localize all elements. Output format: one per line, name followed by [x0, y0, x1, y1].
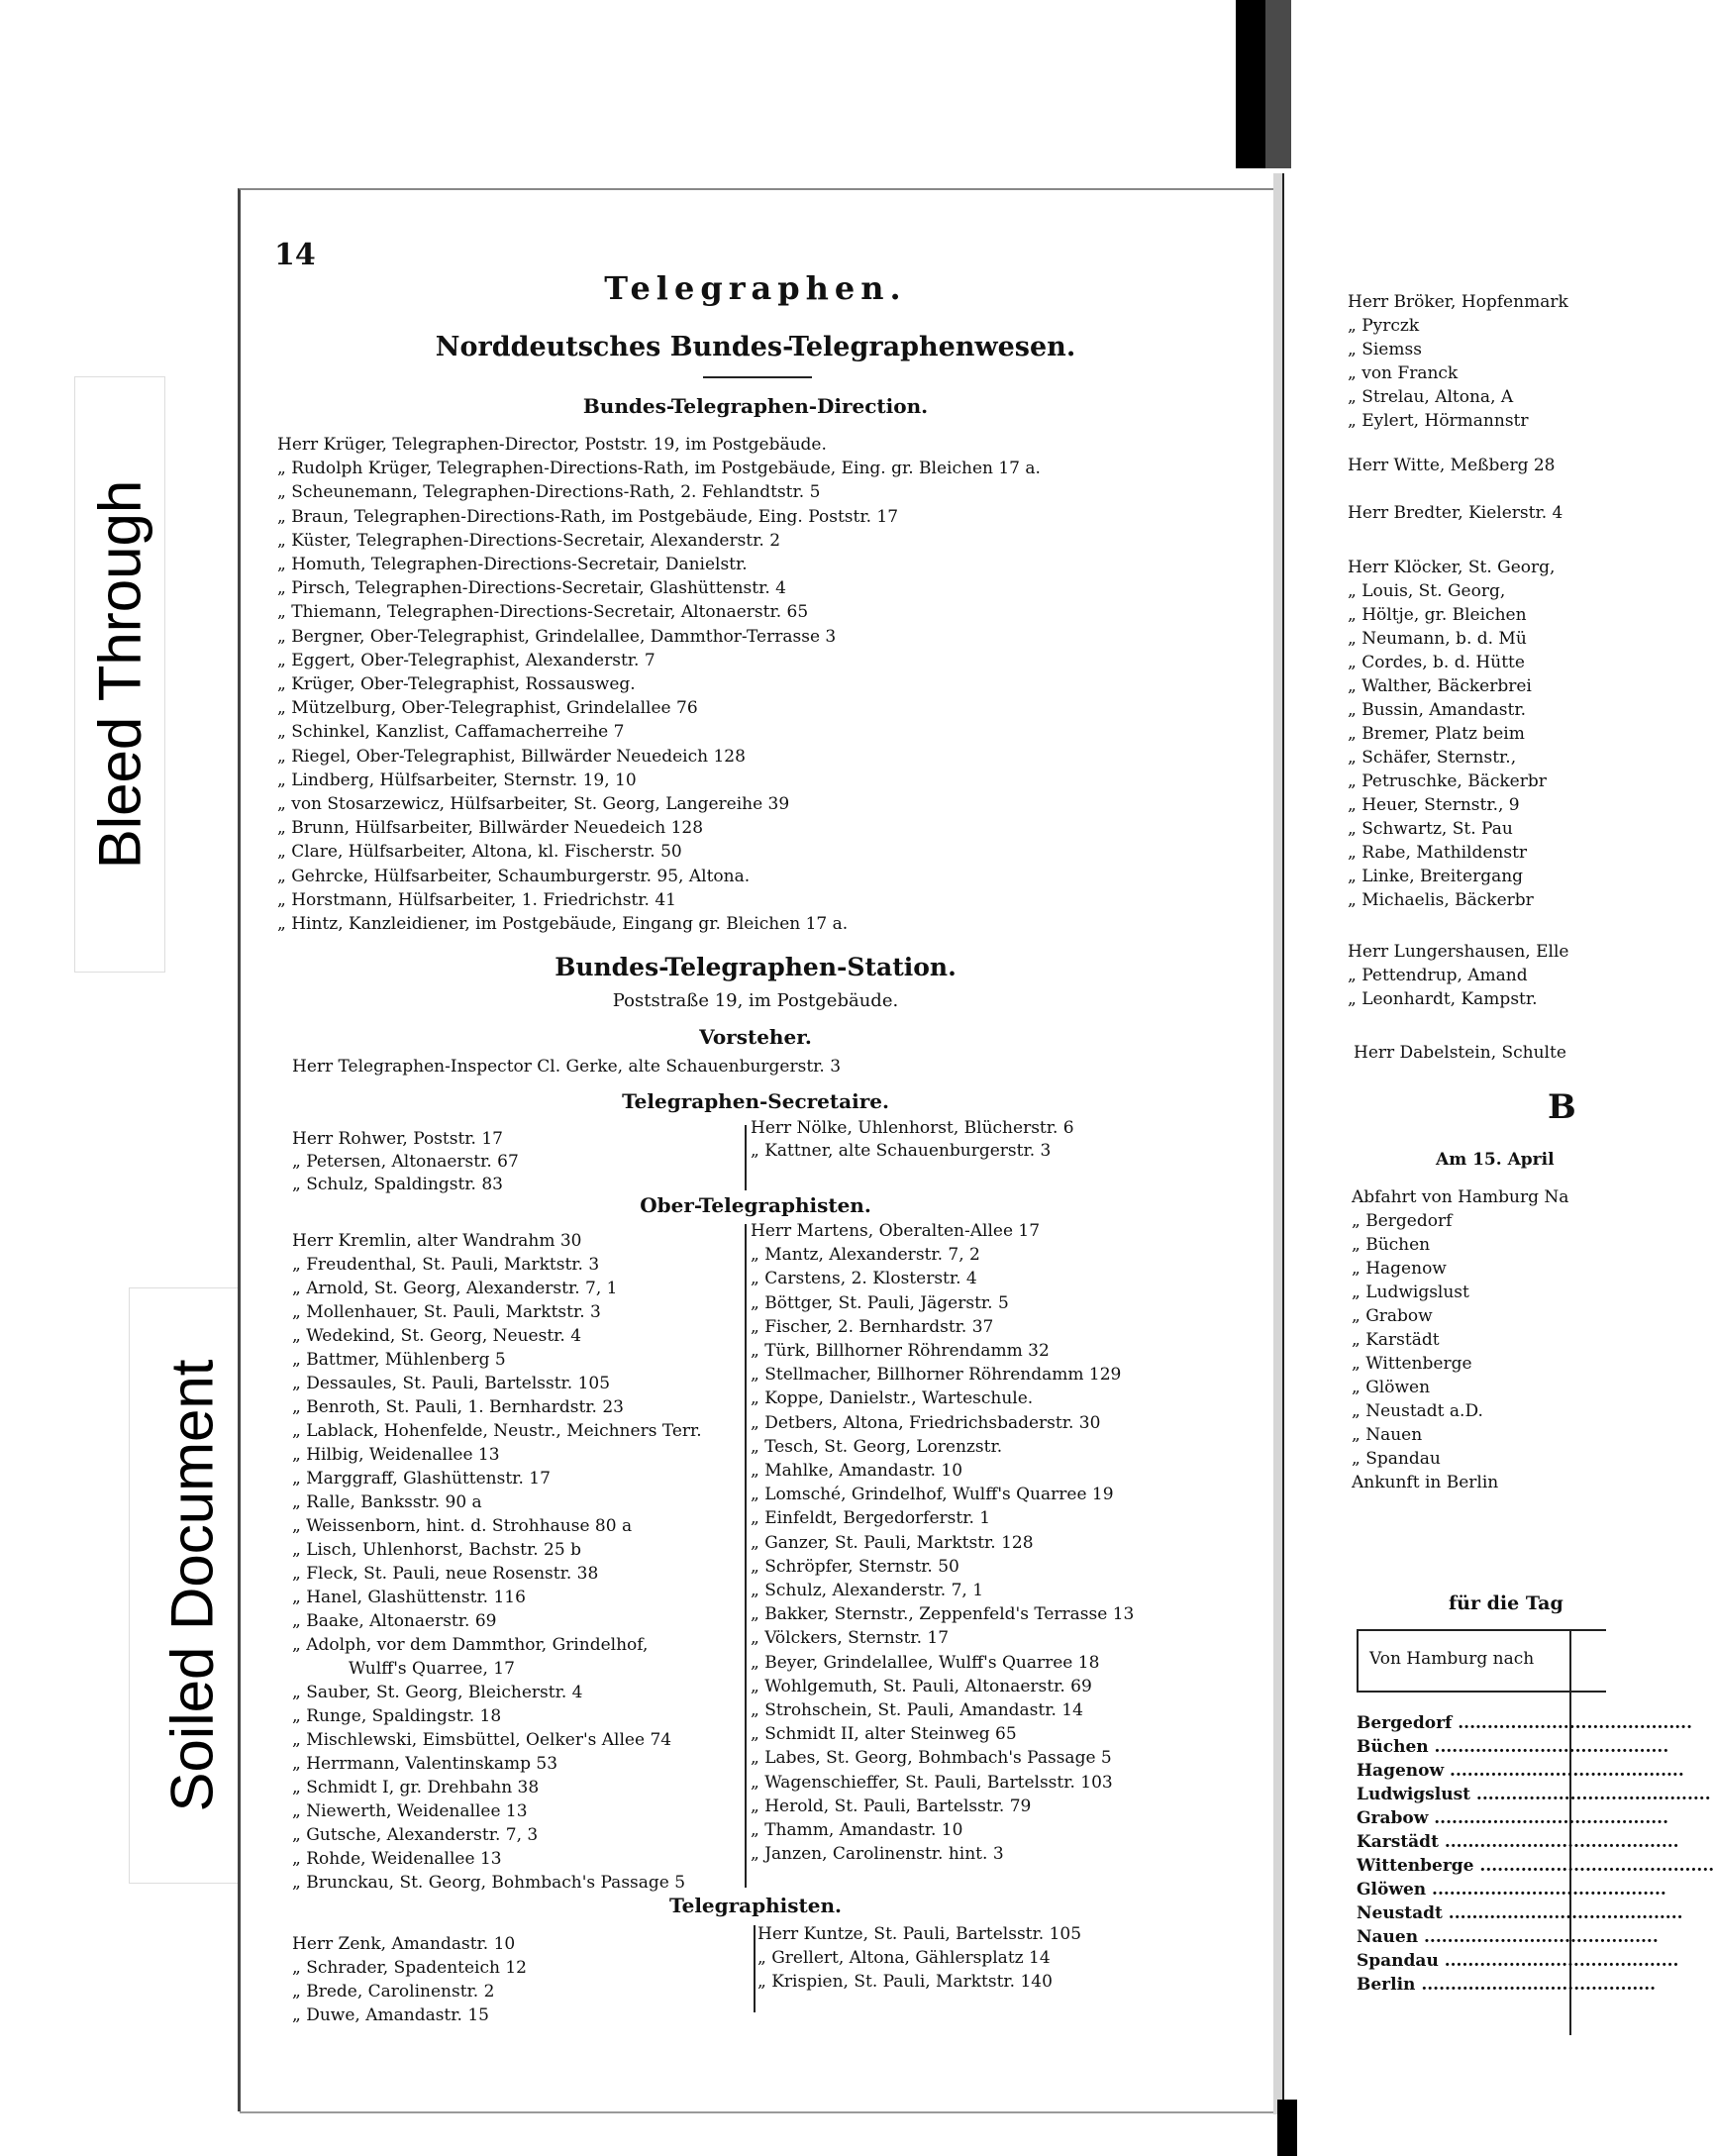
ober-telegraphist-entry: „ Weissenborn, hint. d. Strohhause 80 a — [292, 1516, 633, 1536]
right-entry: „ Pyrczk — [1348, 316, 1420, 336]
ober-telegraphist-entry: „ Mahlke, Amandastr. 10 — [751, 1461, 963, 1481]
telegraphist-entry: „ Duwe, Amandastr. 15 — [292, 2005, 489, 2025]
ober-telegraphist-entry: „ Koppe, Danielstr., Warteschule. — [751, 1388, 1034, 1409]
station-address: Poststraße 19, im Postgebäude. — [612, 990, 899, 1011]
secretaire-entry: „ Kattner, alte Schauenburgerstr. 3 — [751, 1141, 1052, 1161]
ober-telegraphist-entry: „ Wohlgemuth, St. Pauli, Altonaerstr. 69 — [751, 1676, 1092, 1696]
direction-entry: „ Küster, Telegraphen-Directions-Secretair, Alexanderstr. 2 — [277, 530, 781, 551]
direction-entry: „ Clare, Hülfsarbeiter, Altona, kl. Fischerstr. 50 — [277, 842, 682, 863]
ober-telegraphist-entry: Herr Kremlin, alter Wandrahm 30 — [292, 1231, 582, 1251]
direction-entry: „ Thiemann, Telegraphen-Directions-Secretair, Altonaerstr. 65 — [277, 602, 809, 623]
direction-entry: „ Krüger, Ober-Telegraphist, Rossausweg. — [277, 674, 636, 694]
ober-telegraphist-entry: „ Schröpfer, Sternstr. 50 — [751, 1556, 959, 1577]
timetable-row: Karstädt ........................................ — [1357, 1832, 1679, 1852]
direction-entry: „ Hintz, Kanzleidiener, im Postgebäude, Eingang gr. Bleichen 17 a. — [277, 914, 849, 934]
timetable-row: Glöwen ........................................ — [1357, 1880, 1666, 1899]
telegraphist-entry: „ Grellert, Altona, Gählersplatz 14 — [757, 1948, 1051, 1968]
schedule-entry: „ Glöwen — [1352, 1378, 1431, 1397]
ober-telegraphist-entry: „ Mollenhauer, St. Pauli, Marktstr. 3 — [292, 1302, 601, 1322]
right-entry: „ Rabe, Mathildenstr — [1348, 843, 1528, 863]
ober-telegraphist-entry: „ Schmidt II, alter Steinweg 65 — [751, 1724, 1017, 1745]
direction-entry: „ Gehrcke, Hülfsarbeiter, Schaumburgerstr. 95, Altona. — [277, 866, 751, 886]
ober-telegraphist-entry: „ Gutsche, Alexanderstr. 7, 3 — [292, 1825, 539, 1845]
ober-telegraphist-entry: „ Völckers, Sternstr. 17 — [751, 1628, 950, 1649]
telegraphist-entry: „ Krispien, St. Pauli, Marktstr. 140 — [757, 1972, 1053, 1992]
ober-telegraphist-entry: „ Runge, Spaldingstr. 18 — [292, 1706, 502, 1726]
direction-entry: „ Riegel, Ober-Telegraphist, Billwärder Neuedeich 128 — [277, 746, 746, 767]
right-entry: Herr Bröker, Hopfenmark — [1348, 292, 1568, 312]
ober-telegraphist-entry: Wulff's Quarree, 17 — [349, 1659, 515, 1679]
direction-entry: „ Eggert, Ober-Telegraphist, Alexanderstr. 7 — [277, 650, 655, 670]
right-entry: „ Cordes, b. d. Hütte — [1348, 653, 1525, 672]
ober-telegraphist-entry: „ Schulz, Alexanderstr. 7, 1 — [751, 1581, 984, 1600]
direction-entry: „ Homuth, Telegraphen-Directions-Secretair, Danielstr. — [277, 555, 748, 574]
page-number: 14 — [274, 238, 316, 272]
schedule-entry: „ Grabow — [1352, 1306, 1433, 1326]
timetable-row: Büchen ........................................ — [1357, 1737, 1669, 1757]
ober-heading: Ober-Telegraphisten. — [640, 1193, 871, 1217]
ober-telegraphist-entry: „ Sauber, St. Georg, Bleicherstr. 4 — [292, 1683, 583, 1702]
ober-telegraphist-entry: „ Labes, St. Georg, Bohmbach's Passage 5 — [751, 1748, 1112, 1769]
secretaire-entry: „ Schulz, Spaldingstr. 83 — [292, 1175, 503, 1194]
ober-telegraphist-entry: „ Thamm, Amandastr. 10 — [751, 1820, 963, 1840]
ober-telegraphist-entry: „ Janzen, Carolinenstr. hint. 3 — [751, 1844, 1004, 1865]
ober-telegraphist-entry: „ Marggraff, Glashüttenstr. 17 — [292, 1469, 551, 1489]
right-dabelstein: Herr Dabelstein, Schulte — [1354, 1043, 1566, 1063]
schedule-entry: Abfahrt von Hamburg Na — [1352, 1187, 1569, 1207]
ober-telegraphist-entry: „ Herold, St. Pauli, Bartelsstr. 79 — [751, 1796, 1032, 1816]
telegraphist-entry: Herr Kuntze, St. Pauli, Bartelsstr. 105 — [757, 1924, 1082, 1944]
telegraphist-entry: „ Schrader, Spadenteich 12 — [292, 1958, 527, 1978]
telegraphisten-divider — [754, 1925, 756, 2012]
ober-telegraphist-entry: „ Fischer, 2. Bernhardstr. 37 — [751, 1316, 994, 1337]
ober-telegraphist-entry: „ Carstens, 2. Klosterstr. 4 — [751, 1269, 977, 1289]
vorsteher-entry: Herr Telegraphen-Inspector Cl. Gerke, alte Schauenburgerstr. 3 — [292, 1057, 842, 1077]
telegraphisten-heading: Telegraphisten. — [669, 1894, 842, 1917]
ober-telegraphist-entry: „ Fleck, St. Pauli, neue Rosenstr. 38 — [292, 1564, 599, 1584]
schedule-entry: „ Ludwigslust — [1352, 1283, 1469, 1302]
timetable-row: Wittenberge ........................................ — [1357, 1856, 1714, 1876]
right-entry: „ Neumann, b. d. Mü — [1348, 629, 1527, 649]
ober-telegraphist-entry: „ Baake, Altonaerstr. 69 — [292, 1611, 497, 1631]
schedule-entry: „ Nauen — [1352, 1425, 1423, 1445]
page-subtitle: Norddeutsches Bundes-Telegraphenwesen. — [435, 332, 1076, 362]
direction-entry: „ Braun, Telegraphen-Directions-Rath, im Postgebäude, Eing. Poststr. 17 — [277, 506, 899, 527]
ober-telegraphist-entry: „ Beyer, Grindelallee, Wulff's Quarree 18 — [751, 1652, 1100, 1673]
right-entry: „ Bussin, Amandastr. — [1348, 700, 1527, 720]
right-entry: „ Leonhardt, Kampstr. — [1348, 989, 1538, 1009]
ober-telegraphist-entry: „ Hilbig, Weidenallee 13 — [292, 1445, 500, 1465]
timetable-row: Ludwigslust ........................................ — [1357, 1785, 1711, 1804]
schedule-entry: „ Bergedorf — [1352, 1211, 1453, 1231]
direction-entry: Herr Krüger, Telegraphen-Director, Poststr. 19, im Postgebäude. — [277, 435, 827, 455]
direction-entry: „ Schinkel, Kanzlist, Caffamacherreihe 7 — [277, 722, 625, 743]
right-entry: „ Strelau, Altona, A — [1348, 387, 1514, 407]
right-entry: „ Michaelis, Bäckerbr — [1348, 890, 1534, 910]
soiled-document-label — [129, 1287, 254, 1884]
ober-telegraphist-entry: „ Battmer, Mühlenberg 5 — [292, 1350, 506, 1370]
ober-telegraphist-entry: „ Ralle, Banksstr. 90 a — [292, 1492, 482, 1512]
schedule-entry: „ Büchen — [1352, 1235, 1431, 1255]
timetable-row: Hagenow ........................................ — [1357, 1761, 1684, 1781]
right-witte: Herr Witte, Meßberg 28 — [1348, 456, 1556, 475]
telegraphist-entry: „ Brede, Carolinenstr. 2 — [292, 1982, 495, 2002]
ober-telegraphist-entry: „ Adolph, vor dem Dammthor, Grindelhof, — [292, 1635, 649, 1655]
ober-telegraphist-entry: „ Lisch, Uhlenhorst, Bachstr. 25 b — [292, 1540, 581, 1560]
ober-telegraphist-entry: „ Mantz, Alexanderstr. 7, 2 — [751, 1245, 980, 1266]
direction-entry: „ Pirsch, Telegraphen-Directions-Secretair, Glashüttenstr. 4 — [277, 578, 786, 599]
direction-entry: „ Rudolph Krüger, Telegraphen-Directions-Rath, im Postgebäude, Eing. gr. Bleichen 17 a. — [277, 459, 1041, 479]
right-entry: „ Petruschke, Bäckerbr — [1348, 771, 1547, 791]
right-entry: „ Schäfer, Sternstr., — [1348, 748, 1517, 768]
title-rule — [703, 376, 812, 378]
schedule-entry: „ Spandau — [1352, 1449, 1441, 1469]
right-entry: „ Walther, Bäckerbrei — [1348, 676, 1532, 696]
right-entry: „ Höltje, gr. Bleichen — [1348, 605, 1527, 625]
ober-telegraphist-entry: „ Stellmacher, Billhorner Röhrendamm 129 — [751, 1365, 1122, 1386]
right-entry: „ Louis, St. Georg, — [1348, 581, 1506, 601]
direction-entry: „ Mützelburg, Ober-Telegraphist, Grindelallee 76 — [277, 698, 698, 719]
direction-entry: „ Scheunemann, Telegraphen-Directions-Rath, 2. Fehlandtstr. 5 — [277, 482, 821, 503]
right-entry: „ Schwartz, St. Pau — [1348, 819, 1513, 839]
ober-telegraphist-entry: „ Niewerth, Weidenallee 13 — [292, 1801, 528, 1821]
page-title: Telegraphen. — [604, 269, 907, 307]
schedule-entry: „ Neustadt a.D. — [1352, 1401, 1483, 1421]
right-big-letter: B — [1548, 1087, 1576, 1127]
direction-entry: „ Lindberg, Hülfsarbeiter, Sternstr. 19, 10 — [277, 770, 637, 790]
bleed-through-text: Bleed Through — [86, 479, 153, 870]
ober-telegraphist-entry: „ Dessaules, St. Pauli, Bartelsstr. 105 — [292, 1374, 611, 1393]
station-heading: Bundes-Telegraphen-Station. — [555, 953, 957, 981]
right-entry: „ von Franck — [1348, 363, 1459, 383]
ober-telegraphist-entry: „ Tesch, St. Georg, Lorenzstr. — [751, 1436, 1003, 1457]
ober-telegraphist-entry: „ Benroth, St. Pauli, 1. Bernhardstr. 23 — [292, 1397, 624, 1417]
right-entry: „ Pettendrup, Amand — [1348, 966, 1528, 985]
right-entry: „ Siemss — [1348, 340, 1422, 359]
timetable-row: Bergedorf ........................................ — [1357, 1713, 1692, 1733]
direction-entry: „ Horstmann, Hülfsarbeiter, 1. Friedrichstr. 41 — [277, 889, 676, 910]
right-bredter: Herr Bredter, Kielerstr. 4 — [1348, 503, 1563, 523]
ober-telegraphist-entry: „ Freudenthal, St. Pauli, Marktstr. 3 — [292, 1255, 600, 1275]
ober-telegraphist-entry: „ Detbers, Altona, Friedrichsbaderstr. 30 — [751, 1412, 1101, 1433]
ober-telegraphist-entry: „ Mischlewski, Eimsbüttel, Oelker's Allee 74 — [292, 1730, 672, 1750]
right-entry: „ Heuer, Sternstr., 9 — [1348, 795, 1520, 815]
ober-telegraphist-entry: „ Arnold, St. Georg, Alexanderstr. 7, 1 — [292, 1279, 618, 1298]
ober-telegraphist-entry: „ Einfeldt, Bergedorferstr. 1 — [751, 1508, 991, 1529]
ober-telegraphist-entry: „ Bakker, Sternstr., Zeppenfeld's Terrasse 13 — [751, 1604, 1135, 1625]
right-table-header: Von Hamburg nach — [1369, 1649, 1535, 1669]
secretaire-entry: Herr Nölke, Uhlenhorst, Blücherstr. 6 — [751, 1118, 1074, 1138]
right-entry: „ Bremer, Platz beim — [1348, 724, 1525, 744]
ober-telegraphist-entry: „ Lablack, Hohenfelde, Neustr., Meichners Terr. — [292, 1421, 702, 1441]
ober-divider — [745, 1224, 747, 1888]
timetable-row: Grabow ........................................ — [1357, 1808, 1669, 1828]
secretaire-divider — [745, 1125, 747, 1190]
ober-telegraphist-entry: „ Rohde, Weidenallee 13 — [292, 1849, 502, 1869]
ober-telegraphist-entry: Herr Martens, Oberalten-Allee 17 — [751, 1221, 1041, 1241]
ober-telegraphist-entry: „ Brunckau, St. Georg, Bohmbach's Passage 5 — [292, 1873, 686, 1893]
bleed-through-label — [74, 376, 165, 973]
secretaire-entry: Herr Rohwer, Poststr. 17 — [292, 1129, 503, 1149]
direction-entry: „ Brunn, Hülfsarbeiter, Billwärder Neuedeich 128 — [277, 818, 704, 839]
ober-telegraphist-entry: „ Türk, Billhorner Röhrendamm 32 — [751, 1341, 1050, 1361]
ober-telegraphist-entry: „ Ganzer, St. Pauli, Marktstr. 128 — [751, 1532, 1034, 1553]
right-fuer-die: für die Tag — [1449, 1592, 1563, 1614]
direction-heading: Bundes-Telegraphen-Direction. — [582, 394, 929, 418]
right-date-line: Am 15. April — [1436, 1150, 1555, 1170]
ober-telegraphist-entry: „ Schmidt I, gr. Drehbahn 38 — [292, 1778, 540, 1797]
schedule-entry: „ Karstädt — [1352, 1330, 1440, 1350]
ober-telegraphist-entry: „ Lomsché, Grindelhof, Wulff's Quarree 19 — [751, 1485, 1114, 1505]
ober-telegraphist-entry: „ Hanel, Glashüttenstr. 116 — [292, 1588, 526, 1607]
ober-telegraphist-entry: „ Böttger, St. Pauli, Jägerstr. 5 — [751, 1292, 1009, 1313]
right-entry: Herr Lungershausen, Elle — [1348, 942, 1569, 962]
ober-telegraphist-entry: „ Wedekind, St. Georg, Neuestr. 4 — [292, 1326, 582, 1346]
ober-telegraphist-entry: „ Strohschein, St. Pauli, Amandastr. 14 — [751, 1700, 1083, 1720]
secretaire-heading: Telegraphen-Secretaire. — [622, 1089, 889, 1113]
vorsteher-heading: Vorsteher. — [699, 1025, 812, 1049]
direction-entry: „ Bergner, Ober-Telegraphist, Grindelallee, Dammthor-Terrasse 3 — [277, 626, 837, 647]
soiled-document-text: Soiled Document — [158, 1359, 225, 1812]
right-entry: „ Linke, Breitergang — [1348, 867, 1524, 886]
schedule-entry: Ankunft in Berlin — [1352, 1473, 1499, 1492]
timetable-row: Spandau ........................................ — [1357, 1951, 1679, 1971]
direction-entry: „ von Stosarzewicz, Hülfsarbeiter, St. Georg, Langereihe 39 — [277, 794, 790, 814]
schedule-entry: „ Hagenow — [1352, 1259, 1447, 1279]
right-page-content — [1282, 0, 1714, 2156]
left-page-content — [238, 0, 1273, 2156]
timetable-row: Neustadt ........................................ — [1357, 1903, 1683, 1923]
timetable-row: Nauen ........................................ — [1357, 1927, 1659, 1947]
schedule-entry: „ Wittenberge — [1352, 1354, 1472, 1374]
secretaire-entry: „ Petersen, Altonaerstr. 67 — [292, 1152, 519, 1172]
timetable-row: Berlin ........................................ — [1357, 1975, 1657, 1995]
telegraphist-entry: Herr Zenk, Amandastr. 10 — [292, 1934, 516, 1954]
right-entry: „ Eylert, Hörmannstr — [1348, 411, 1529, 431]
right-entry: Herr Klöcker, St. Georg, — [1348, 558, 1556, 577]
ober-telegraphist-entry: „ Wagenschieffer, St. Pauli, Bartelsstr. 103 — [751, 1772, 1113, 1793]
ober-telegraphist-entry: „ Herrmann, Valentinskamp 53 — [292, 1754, 558, 1774]
